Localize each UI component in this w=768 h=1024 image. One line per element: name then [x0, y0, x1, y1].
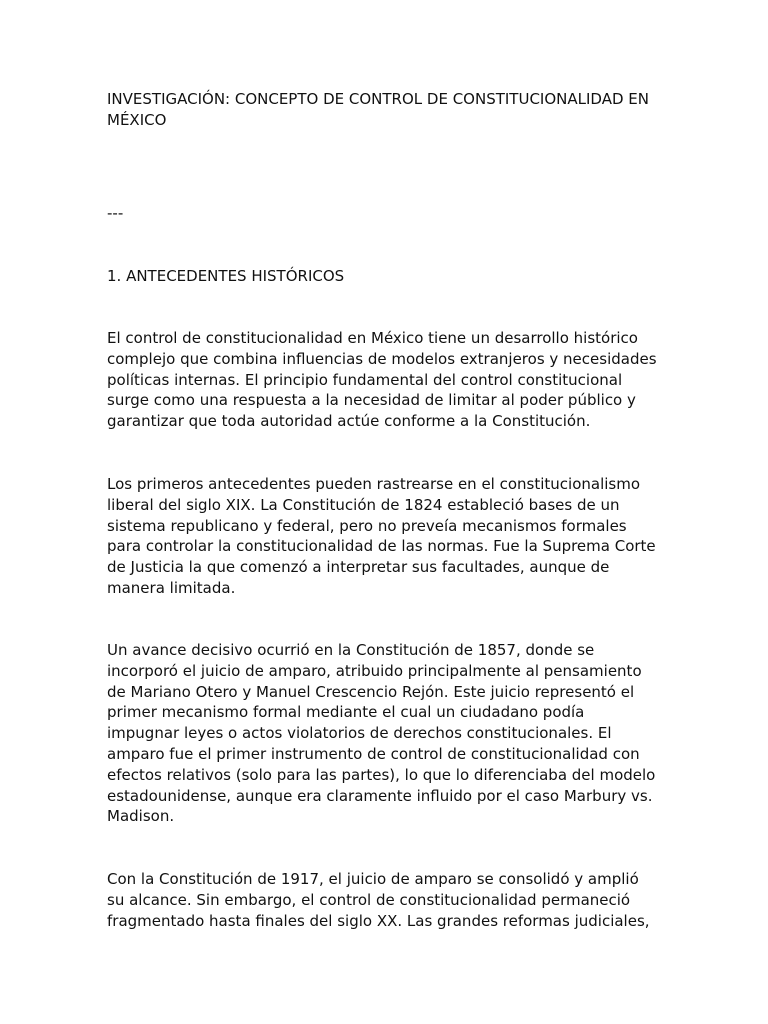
paragraph-line: El control de constitucionalidad en México tiene un desarrollo histórico — [107, 329, 638, 347]
paragraph-line: amparo fue el primer instrumento de control de constitucionalidad con — [107, 744, 640, 763]
paragraph-line: políticas internas. El principio fundamental del control constitucional — [107, 370, 623, 389]
paragraph-line: liberal del siglo XIX. La Constitución de 1824 estableció bases de un — [107, 495, 620, 514]
paragraph-line: complejo que combina influencias de modelos extranjeros y necesidades — [107, 349, 657, 368]
paragraph-line: estadounidense, aunque era claramente influido por el caso Marbury vs. — [107, 786, 653, 805]
paragraph-line: Los primeros antecedentes pueden rastrearse en el constitucionalismo — [107, 475, 641, 493]
paragraph — [107, 328, 667, 432]
paragraph-line: manera limitada. — [107, 578, 236, 597]
separator: --- — [107, 204, 124, 222]
paragraph — [107, 640, 667, 827]
paragraph-line: sistema republicano y federal, pero no preveía mecanismos formales — [107, 516, 627, 535]
paragraph-line: impugnar leyes o actos violatorios de derechos constitucionales. El — [107, 724, 612, 743]
paragraph-line: Madison. — [107, 807, 175, 826]
paragraph-line: de Mariano Otero y Manuel Crescencio Rejón. Este juicio representó el — [107, 682, 635, 701]
paragraph-line: para controlar la constitucionalidad de las normas. Fue la Suprema Corte — [107, 537, 656, 556]
paragraph-line: efectos relativos (solo para las partes), lo que lo diferenciaba del modelo — [107, 765, 656, 784]
paragraph-line: Con la Constitución de 1917, el juicio de amparo se consolidó y amplió — [107, 870, 639, 888]
paragraph-line: Un avance decisivo ocurrió en la Constitución de 1857, donde se — [107, 641, 595, 659]
paragraph-line: garantizar que toda autoridad actúe conforme a la Constitución. — [107, 412, 591, 431]
document-title — [107, 89, 667, 131]
paragraph — [107, 474, 667, 599]
paragraph-line: su alcance. Sin embargo, el control de constitucionalidad permaneció — [107, 890, 631, 909]
paragraph-line: de Justicia la que comenzó a interpretar sus facultades, aunque de — [107, 558, 610, 577]
paragraph-line: primer mecanismo formal mediante el cual un ciudadano podía — [107, 703, 585, 722]
paragraph-line: incorporó el juicio de amparo, atribuido principalmente al pensamiento — [107, 661, 642, 680]
paragraph-line: surge como una respuesta a la necesidad de limitar al poder público y — [107, 391, 636, 410]
paragraph — [107, 869, 667, 931]
section-heading: 1. ANTECEDENTES HISTÓRICOS — [107, 267, 345, 285]
title-line: INVESTIGACIÓN: CONCEPTO DE CONTROL DE CONSTITUCIONALIDAD EN — [107, 90, 649, 108]
paragraph-line: fragmentado hasta finales del siglo XX. Las grandes reformas judiciales, — [107, 911, 650, 930]
title-line: MÉXICO — [107, 110, 167, 129]
